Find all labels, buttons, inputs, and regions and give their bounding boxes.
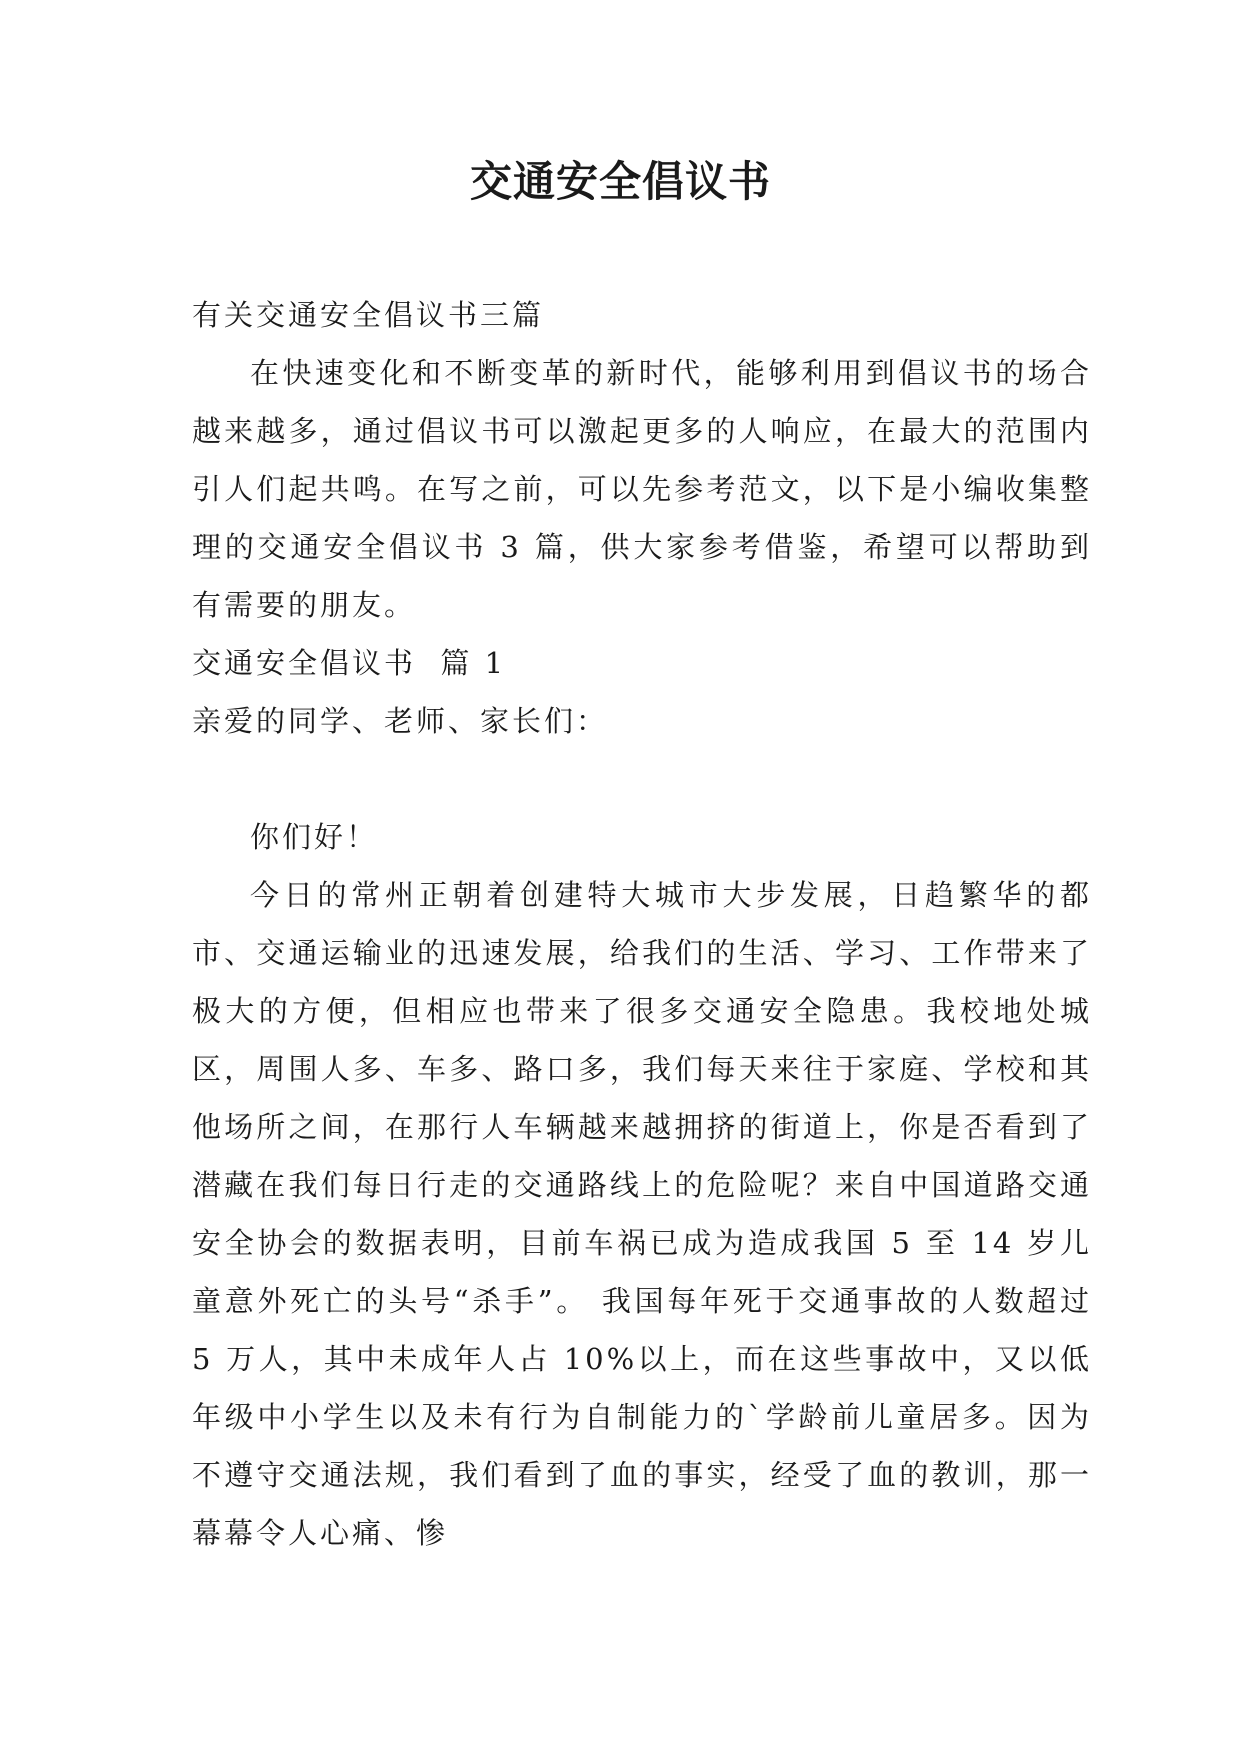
subtitle-line: 有关交通安全倡议书三篇 xyxy=(192,298,545,332)
body-paragraph: 今日的常州正朝着创建特大城市大步发展，日趋繁华的都市、交通运输业的迅速发展，给我们的生活、学习、工作带来了极大的方便，但相应也带来了很多交通安全隐患。我校地处城区，周围人多、车多、路口多，我们每天来往于家庭、学校和其他场所之间，在那行人车辆越来越拥挤的街道上，你是否看到了潜藏在我们每日行走的交通路线上的危险呢？来自中国道路交通安全协会的数据表明，目前车祸已成为造成我国 5 至 14 岁儿童意外死亡的头号“杀手”。 我国每年死于交通事故的人数超过 5 万人，其中未成年人占 10%以上，而在这些事故中，又以低年级中小学生以及未有行为自制能力的`学龄前儿童居多。因为不遵守交通法规，我们看到了血的事实，经受了血的教训，那一幕幕令人心痛、惨 xyxy=(192,878,1092,1550)
document-body xyxy=(192,286,1092,1562)
blank-line xyxy=(192,750,1092,808)
document-title: 交通安全倡议书 xyxy=(469,157,771,206)
intro-paragraph: 在快速变化和不断变革的新时代，能够利用到倡议书的场合越来越多，通过倡议书可以激起更多的人响应，在最大的范围内引人们起共鸣。在写之前，可以先参考范文，以下是小编收集整理的交通安全倡议书 3 篇，供大家参考借鉴，希望可以帮助到有需要的朋友。 xyxy=(192,356,1092,622)
section-heading: 交通安全倡议书 篇 1 xyxy=(192,646,507,680)
greeting-line: 你们好！ xyxy=(250,820,379,854)
salutation-line: 亲爱的同学、老师、家长们： xyxy=(192,704,609,738)
